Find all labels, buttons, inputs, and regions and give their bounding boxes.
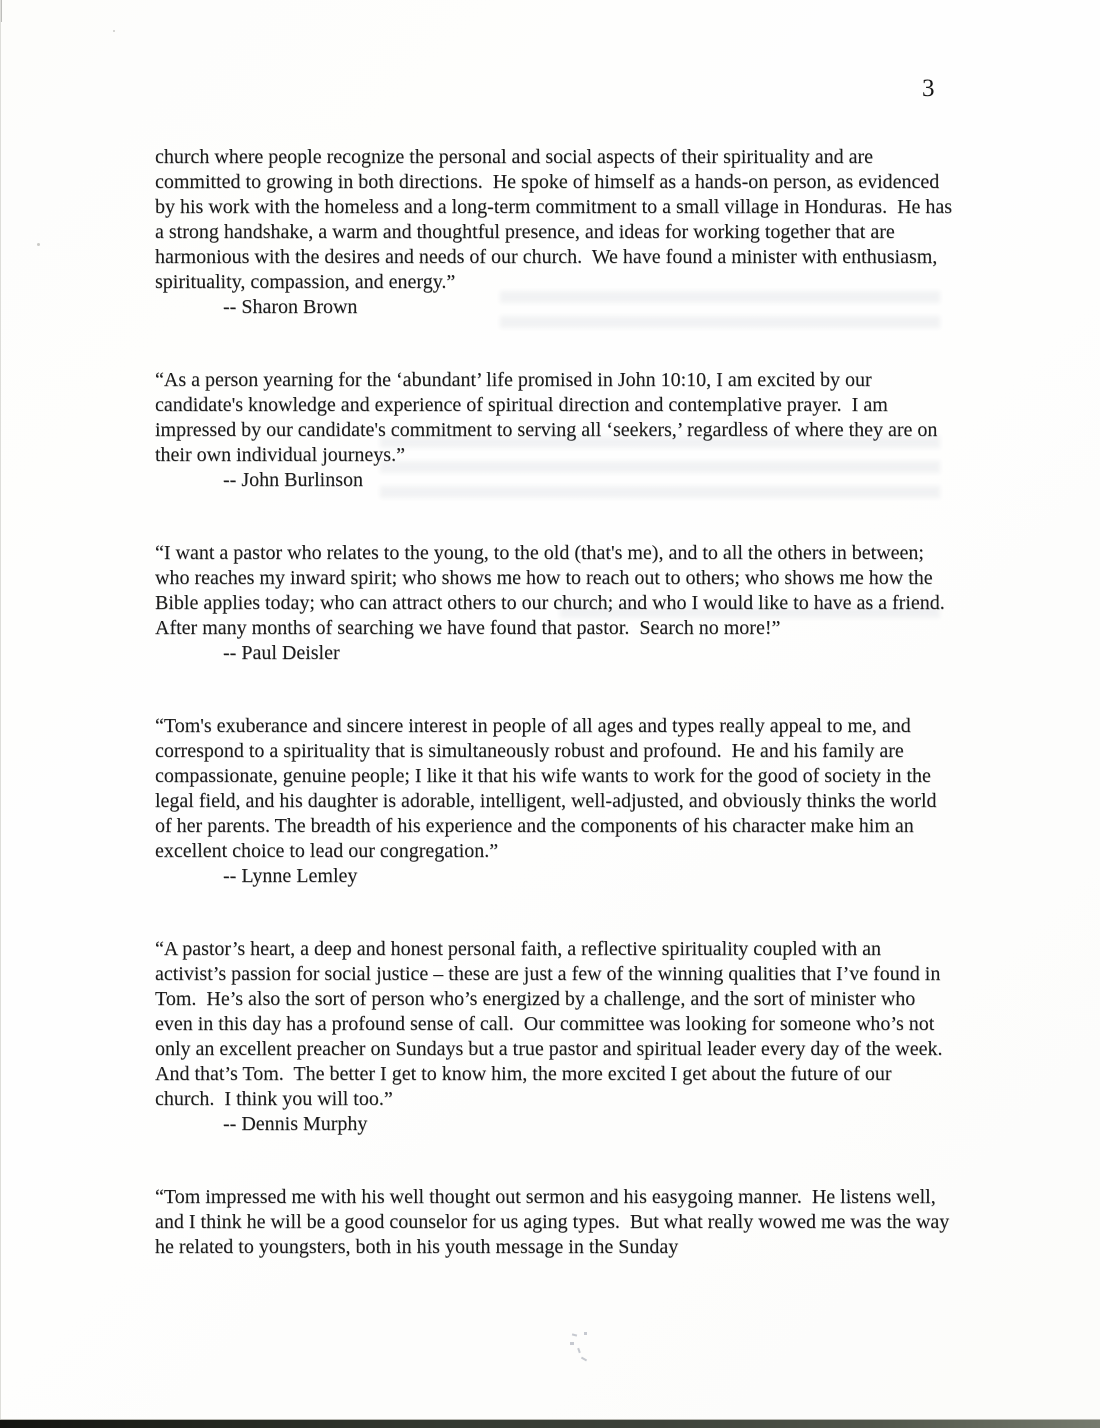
testimonial-block	[155, 1185, 955, 1260]
ink-bleedthrough-artifact	[380, 428, 940, 506]
testimonial-text: church where people recognize the personal and social aspects of their spirituality and are committed to growing in both directions. He spoke of himself as a hands-on person, as evidenced by his work with the homeless and a long-term commitment to a small village in Honduras. He has a strong handshake, a warm and thoughtful presence, and ideas for working together that are harmonious with the desires and needs of our church. We have found a minister with enthusiasm, spirituality, compassion, and energy.”	[155, 146, 958, 293]
scanner-edge-artifact	[0, 1419, 1100, 1428]
testimonial-attribution: -- Paul Deisler	[223, 642, 340, 664]
scan-edge-artifact	[0, 0, 1, 1428]
testimonial-attribution: -- John Burlinson	[223, 469, 363, 491]
testimonial-text: “As a person yearning for the ‘abundant’ life promised in John 10:10, I am excited by our candidate's knowledge and experience of spiritual direction and contemplative prayer. I am impressed by our candidate's commitment to serving all ‘seekers,’ regardless of where they are on their own individual journeys.”	[155, 369, 943, 466]
testimonial-text: “Tom's exuberance and sincere interest in people of all ages and types really appeal to me, and correspond to a spirituality that is simultaneously robust and profound. He and his family are compassionate, genuine people; I like it that his wife wants to work for the good of society in the legal field, and his daughter is adorable, intelligent, well-adjusted, and obviously thinks the world of her parents. The breadth of his experience and the components of his character make him an excellent choice to lead our congregation.”	[155, 715, 942, 862]
testimonial-text: “A pastor’s heart, a deep and honest personal faith, a reflective spirituality coupled with an activist’s passion for social justice – these are just a few of the winning qualities that I’ve found in Tom. He’s also the sort of person who’s energized by a challenge, and the sort of minister who even in this day has a profound sense of call. Our committee was looking for someone who’s not only an excellent preacher on Sundays but a true pastor and spiritual leader every day of the week. And that’s Tom. The better I get to know him, the more excited I get about the future of our church. I think you will too.”	[155, 938, 952, 1110]
testimonial-attribution: -- Dennis Murphy	[223, 1113, 368, 1135]
testimonial-attribution: -- Lynne Lemley	[223, 865, 358, 887]
ink-bleedthrough-artifact	[560, 598, 940, 626]
ink-bleedthrough-artifact	[500, 283, 940, 333]
testimonial-attribution: -- Sharon Brown	[223, 296, 358, 318]
dust-speck	[113, 30, 115, 32]
testimonial-text: “Tom impressed me with his well thought out sermon and his easygoing manner. He listens well, and I think he will be a good counselor for us aging types. But what really wowed me was the way he related to youngsters, both in his youth message in the Sunday	[155, 1186, 955, 1258]
page-number: 3	[922, 75, 935, 102]
testimonial-block	[155, 937, 955, 1137]
dust-speck	[37, 243, 40, 246]
testimonial-text: “I want a pastor who relates to the young, to the old (that's me), and to all the others in between; who reaches my inward spirit; who shows me how to reach out to others; who shows me how the Bible applies today; who can attract others to our church; and who I would like to have as a friend. After many months of searching we have found that pastor. Search no more!”	[155, 542, 954, 639]
testimonial-block	[155, 714, 955, 889]
pencil-smudge-artifact	[568, 1332, 596, 1366]
